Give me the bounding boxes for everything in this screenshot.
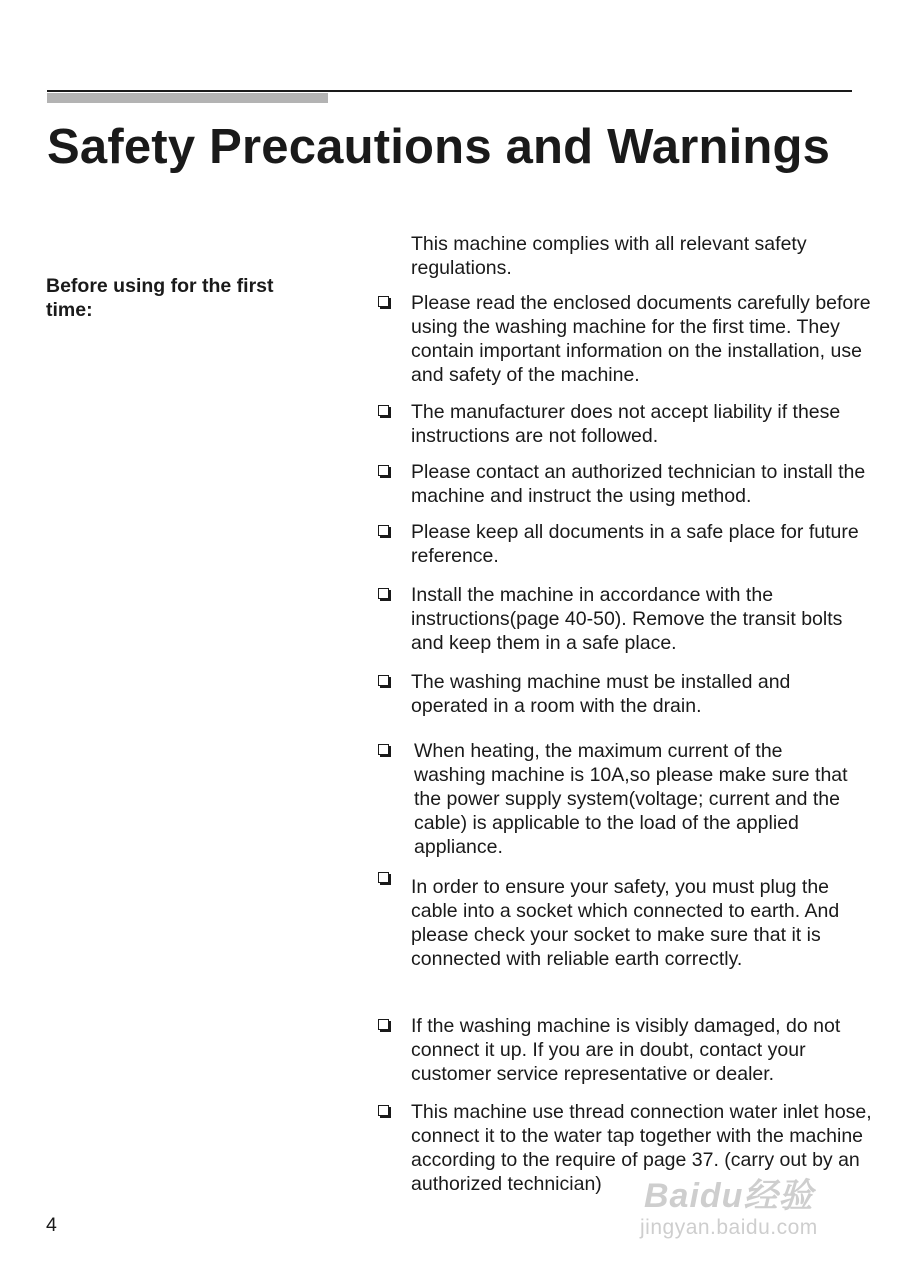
watermark-url: jingyan.baidu.com	[640, 1216, 818, 1239]
top-rule	[47, 90, 852, 92]
checkbox-bullet-icon	[378, 872, 389, 883]
checkbox-bullet-icon	[378, 525, 389, 536]
list-item-text: If the washing machine is visibly damaged, do not connect it up. If you are in doubt, contact your customer service representative or dealer.	[411, 1015, 841, 1085]
list-item-text: In order to ensure your safety, you must plug the cable into a socket which connected to earth. And please check your socket to make sure that it is connected with reliable earth correctly.	[411, 876, 840, 970]
watermark	[636, 1168, 850, 1248]
list-item-text: When heating, the maximum current of the washing machine is 10A,so please make sure that the power supply system(voltage; current and the cable) is applicable to the load of the applied appliance.	[414, 740, 848, 858]
list-item-text: The manufacturer does not accept liability if these instructions are not followed.	[411, 401, 841, 447]
checkbox-bullet-icon	[378, 1105, 389, 1116]
section-label: Before using for the first time:	[46, 275, 274, 321]
list-item-text: Please read the enclosed documents carefully before using the washing machine for the first time. They contain important information on the installation, use and safety of the machine.	[411, 292, 871, 386]
watermark-brand: Baidu经验	[644, 1177, 814, 1215]
intro-text: This machine complies with all relevant safety regulations.	[411, 233, 807, 279]
page-title: Safety Precautions and Warnings	[47, 120, 831, 174]
list-item-text: Please contact an authorized technician to install the machine and instruct the using method.	[411, 461, 866, 507]
checkbox-bullet-icon	[378, 675, 389, 686]
checkbox-bullet-icon	[378, 588, 389, 599]
page-number: 4	[46, 1214, 57, 1236]
checkbox-bullet-icon	[378, 1019, 389, 1030]
checkbox-bullet-icon	[378, 296, 389, 307]
list-item-text: Install the machine in accordance with the instructions(page 40-50). Remove the transit bolts and keep them in a safe place.	[411, 584, 843, 654]
checkbox-bullet-icon	[378, 405, 389, 416]
list-item-text: Please keep all documents in a safe place for future reference.	[411, 521, 859, 567]
list-item-text: The washing machine must be installed and operated in a room with the drain.	[411, 671, 791, 717]
checkbox-bullet-icon	[378, 465, 389, 476]
header-accent-bar	[47, 93, 328, 103]
list-item-text: This machine use thread connection water inlet hose, connect it to the water tap together with the machine according to the require of page 37. (carry out by an authorized technician)	[411, 1101, 872, 1195]
checkbox-bullet-icon	[378, 744, 389, 755]
